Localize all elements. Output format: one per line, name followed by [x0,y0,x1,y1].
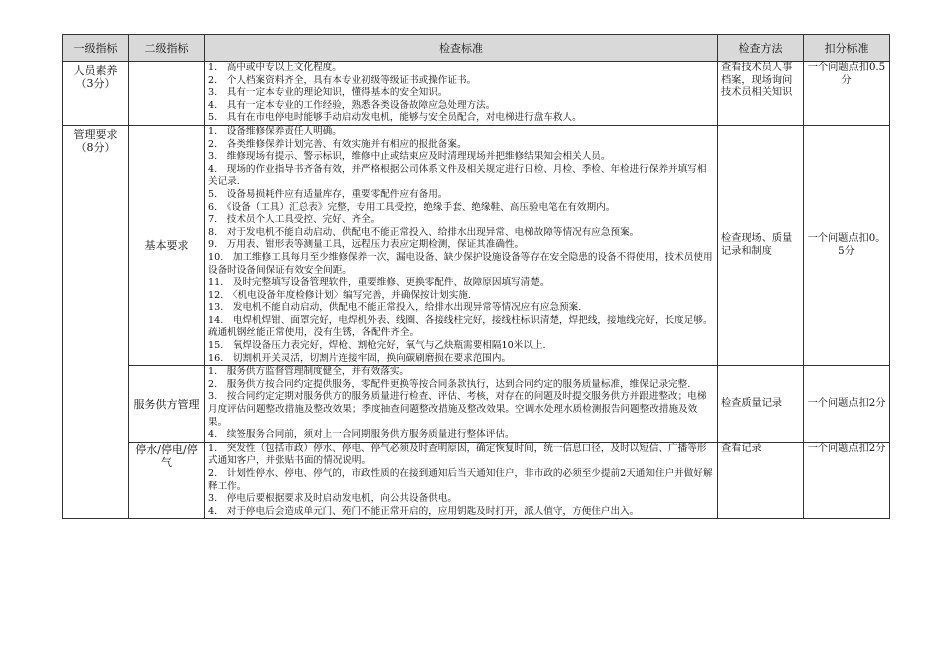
level2-cell: 停水/停电/停气 [129,442,205,519]
level2-cell: 服务供方管理 [129,366,205,443]
criteria-item: 2. 服务供方按合同约定提供服务，零配件更换等按合同条款执行，达到合同约定的服务质量标准，维保记录完整. [208,378,691,390]
method-cell: 查看记录 [718,442,804,519]
level1-line: 管理要求 [73,127,118,141]
criteria-item: 5. 设备易损耗件应有适量库存，重要零配件应有备用。 [208,188,448,200]
criteria-item: 1. 高中或中专以上文化程度。 [208,62,342,73]
criteria-item: 6. 《设备（工具）汇总表》完整，专用工具受控，绝缘手套、绝缘鞋、高压验电笔在有效期内。 [208,201,616,213]
header-criteria: 检查标准 [205,35,718,62]
table-row [63,125,890,365]
criteria-item: 8. 对于发电机不能自动启动、供配电不能正常投入、给排水出现异常、电梯故障等情况有应急预案。 [208,226,640,238]
level1-line: （3分） [75,77,116,90]
header-level1: 一级指标 [63,35,129,62]
criteria-item: 9. 万用表、钳形表等测量工具，远程压力表应定期检测，保证其准确性。 [208,239,525,251]
criteria-item: 14. 电焊机焊钳、面罩完好，电焊机外表、线圈、各接线柱完好，接线柱标识清楚，焊把线，接地线完好，长度足够。疏通机钢丝能正常使用，没有生锈，各配件齐全。 [208,314,713,339]
method-cell: 检查质量记录 [718,366,804,443]
method-cell: 查看技术员人事档案，现场询问技术员相关知识 [718,62,804,126]
criteria-cell [205,366,718,443]
score-cell: 一个问题点扣2分 [804,366,890,443]
criteria-item: 13. 发电机不能自动启动，供配电不能正常投入，给排水出现异常等情况应有应急预案. [208,302,582,314]
criteria-item: 3. 按合同约定定期对服务供方的服务质量进行检查、评估、考核，对存在的问题及时提交服务供方并跟进整改；电梯月度评估问题整改措施及整改效果；季度抽查问题整改措施及整改效果。空调水处理水质检测报告问题整改措施及效果。 [208,391,707,428]
level2-cell [129,62,205,126]
criteria-item: 1. 突发性（包括市政）停水、停电、停气必须及时查明原因，确定恢复时间，统一信息口径，及时以短信、广播等形式通知客户，并张贴书面的情况说明。 [208,442,707,467]
header-row [63,35,890,62]
header-level2: 二级指标 [129,35,205,62]
criteria-item: 1. 服务供方监督管理制度健全，并有效落实。 [208,366,410,378]
criteria-item: 12. 〈机电设备年度检修计划〉编写完善，并确保按计划实施. [208,289,471,301]
criteria-item: 3. 具有一定本专业的理论知识，懂得基本的安全知识。 [208,87,448,99]
level1-cell [63,62,129,126]
criteria-cell [205,442,718,519]
method-cell: 检查现场、质量记录和制度 [718,125,804,365]
criteria-item: 1. 设备维修保养责任人明确。 [208,125,342,137]
criteria-item: 4. 现场的作业指导书齐备有效，并严格根据公司体系文件及相关规定进行日检、月检、季检、年检进行保养并填写相关记录. [208,163,707,188]
criteria-item: 3. 维修现场有提示、警示标识，维修中止或结束应及时清理现场并把维修结果知会相关人员。 [208,151,611,163]
inspection-standards-table [62,34,890,519]
table-row [63,442,890,519]
header-method: 检查方法 [718,35,804,62]
score-cell: 一个问题点扣0。5分 [804,125,890,365]
criteria-item: 4. 具有一定本专业的工作经验，熟悉各类设备故障应急处理方法。 [208,99,496,111]
header-score: 扣分标准 [804,35,890,62]
criteria-item: 5. 具有在市电停电时能够手动启动发电机，能够与安全员配合，对电梯进行盘车救人。 [208,112,582,124]
criteria-cell [205,62,718,126]
criteria-item: 11. 及时完整填写设备管理软件，重要维修、更换零配件、故障原因填写清楚。 [208,277,550,289]
criteria-item: 15. 氧焊设备压力表完好，焊枪、割枪完好，氧气与乙炔瓶需要相隔10米以上. [208,340,546,352]
level1-cell [63,125,129,518]
level1-line: （8分） [75,140,116,154]
criteria-item: 2. 个人档案资料齐全，具有本专业初级等级证书或操作证书。 [208,74,477,86]
table-row [63,366,890,443]
criteria-item: 2. 各类维修保养计划完善、有效实施并有相应的报批备案。 [208,138,467,150]
criteria-cell [205,125,718,365]
score-cell: 一个问题点扣0.5分 [804,62,890,126]
table-row [63,62,890,126]
criteria-item: 3. 停电后要根据要求及时启动发电机，向公共设备供电。 [208,493,457,505]
score-cell: 一个问题点扣2分 [804,442,890,519]
criteria-item: 4. 对于停电后会造成单元门、苑门不能正常开启的，应用钥匙及时打开，派人值守，方便住户出入。 [208,505,640,517]
criteria-item: 10. 加工维修工具每月至少维修保养一次，漏电设备、缺少保护设施设备等存在安全隐患的设备不得使用，技术员使用设备时设备间保证有效安全间距。 [208,251,713,276]
criteria-item: 7. 技术员个人工具受控、完好、齐全。 [208,214,381,226]
level1-line: 人员素养 [73,64,118,77]
level2-cell: 基本要求 [129,125,205,365]
criteria-item: 4. 续签服务合同前，须对上一合同期服务供方服务质量进行整体评估。 [208,429,515,441]
criteria-item: 2. 计划性停水、停电、停气的，市政性质的在接到通知后当天通知住户，非市政的必须至少提前2天通知住户并做好解释工作。 [208,468,713,492]
criteria-item: 16. 切割机开关灵活，切割片连接牢固，换向碳刷磨损在要求范围内。 [208,352,512,364]
